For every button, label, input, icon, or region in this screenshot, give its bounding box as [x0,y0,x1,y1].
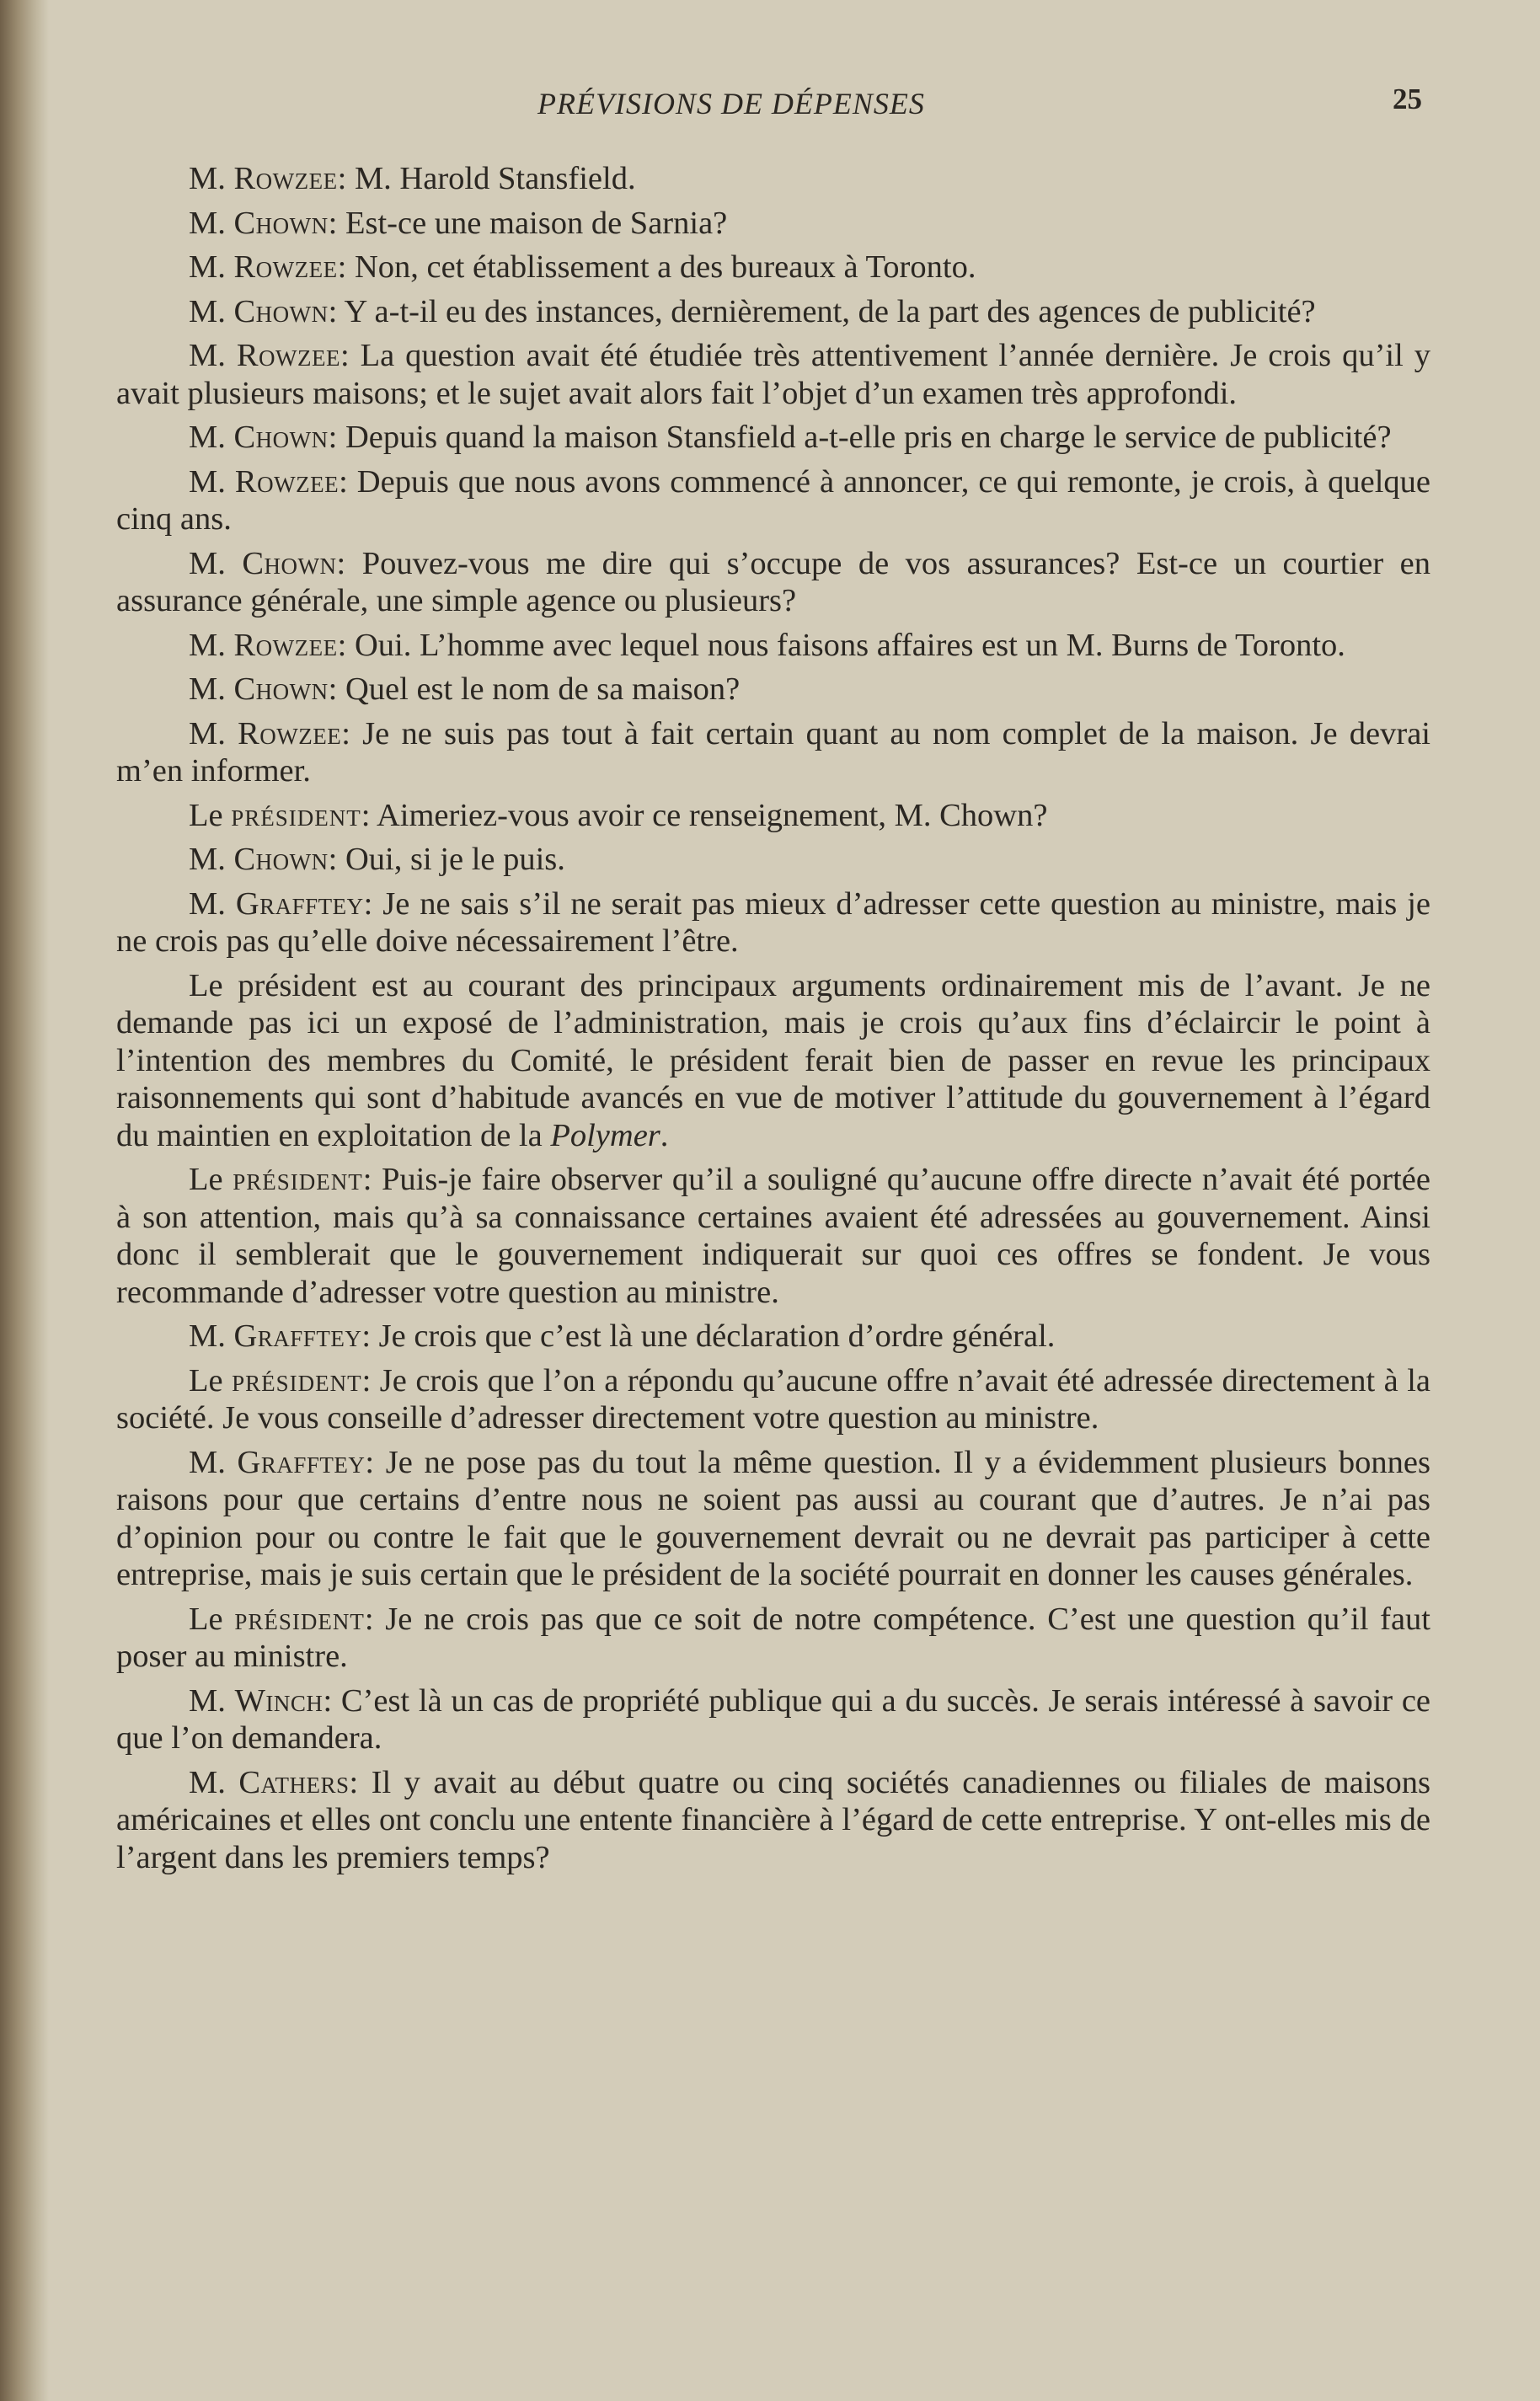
paragraph: M. Rowzee: Oui. L’homme avec lequel nous faisons affaires est un M. Burns de Toronto. [189,627,1345,663]
paragraph: M. Rowzee: Je ne suis pas tout à fait certain quant au nom complet de la maison. Je devrai m’en informer. [116,715,1430,789]
speaker-name: Rowzee [233,161,338,196]
paragraph: M. Chown: Y a-t-il eu des instances, dernièrement, de la part des agences de publicité? [189,293,1316,329]
speaker-name: Rowzee [234,463,340,500]
speaker-name: président [231,797,361,833]
page-number: 25 [1393,83,1422,115]
paragraph: Le président: Je ne crois pas que ce soit de notre compétence. C’est une question qu’il faut poser au ministre. [116,1601,1430,1674]
speaker-name: président [234,1601,365,1637]
speaker-name: président [233,1162,363,1197]
speaker-name: Chown [233,420,329,455]
paragraph: M. Grafftey: Je crois que c’est là une déclaration d’ordre général. [189,1318,1056,1354]
speaker-name: Grafftey [237,1444,366,1480]
transcript-body [116,160,1430,1883]
speaker-name: président [232,1362,362,1398]
paragraph: M. Chown: Est-ce une maison de Sarnia? [189,205,728,241]
paragraph: Le président est au courant des principaux arguments ordinairement mis de l’avant. Je ne demande pas ici un exposé de l’administration, mais je crois qu’aux fins d’éclaircir le point à l’intention des membres du Comité, le président ferait bien de passer en revue les principaux raisonnements qui sont d’habitude avancés en vue de motiver l’attitude du gouvernement à l’égard du maintien en exploitation de la Polymer. [116,967,1430,1153]
speaker-name: Grafftey [235,885,364,922]
speaker-name: Chown [242,545,337,581]
paragraph: M. Winch: C’est là un cas de propriété publique qui a du succès. Je serais intéressé à savoir ce que l’on demandera. [116,1682,1430,1756]
paragraph: M. Chown: Pouvez-vous me dire qui s’occupe de vos assurances? Est-ce un courtier en assurance générale, une simple agence ou plusieurs? [116,545,1431,618]
paragraph: M. Chown: Quel est le nom de sa maison? [189,671,741,707]
paragraph: M. Grafftey: Je ne pose pas du tout la même question. Il y a évidemment plusieurs bonnes raisons pour que certains d’entre nous ne soient pas aussi au courant que d’autres. Je n’ai pas d’opinion pour ou contre le fait que le gouvernement devrait ou ne devrait pas participer à cette entreprise, mais je suis certain que le président de la société pourrait en donner les causes générales. [116,1444,1430,1592]
paragraph: Le président: Aimeriez-vous avoir ce renseignement, M. Chown? [189,797,1048,833]
speaker-name: Chown [233,205,329,241]
speaker-name: Grafftey [233,1318,362,1354]
paragraph: M. Rowzee: Non, cet établissement a des bureaux à Toronto. [189,249,976,285]
speaker-name: Rowzee [238,715,342,751]
speaker-name: Rowzee [233,249,338,285]
paragraph: Le président: Je crois que l’on a répondu qu’aucune offre n’avait été adressée directement à la société. Je vous conseille d’adresser directement votre question au ministre. [116,1362,1430,1436]
paragraph: M. Grafftey: Je ne sais s’il ne serait pas mieux d’adresser cette question au ministre, mais je ne crois pas qu’elle doive nécessairement l’être. [116,885,1431,959]
paragraph: M. Rowzee: Depuis que nous avons commencé à annoncer, ce qui remonte, je crois, à quelque cinq ans. [116,463,1431,537]
speaker-name: Rowzee [233,627,338,663]
running-title: PRÉVISIONS DE DÉPENSES [537,87,925,120]
paragraph: M. Rowzee: M. Harold Stansfield. [189,161,636,196]
paragraph: M. Chown: Depuis quand la maison Stansfield a-t-elle pris en charge le service de publicité? [189,420,1392,455]
paragraph: M. Cathers: Il y avait au début quatre ou cinq sociétés canadiennes ou filiales de maisons américaines et elles ont conclu une entente financière à l’égard de cette entreprise. Y ont-elles mis de l’argent dans les premiers temps? [116,1764,1430,1875]
italic-term: Polymer [550,1117,660,1153]
speaker-name: Cathers [238,1764,350,1800]
paragraph: M. Chown: Oui, si je le puis. [189,842,565,877]
speaker-name: Chown [233,671,329,707]
speaker-name: Chown [233,293,329,329]
paragraph: Le président: Puis-je faire observer qu’il a souligné qu’aucune offre directe n’avait été portée à son attention, mais qu’à sa connaissance certaines avaient été adressées au gouvernement. Ainsi donc il semblerait que le gouvernement indiquerait sur quoi ces offres se fondent. Je vous recommande d’adresser votre question au ministre. [116,1162,1430,1310]
paragraph: M. Rowzee: La question avait été étudiée très attentivement l’année dernière. Je crois qu’il y avait plusieurs maisons; et le sujet avait alors fait l’objet d’un examen très approfondi. [116,338,1431,411]
speaker-name: Winch [234,1682,324,1719]
speaker-name: Rowzee [236,338,340,373]
speaker-name: Chown [233,842,329,877]
